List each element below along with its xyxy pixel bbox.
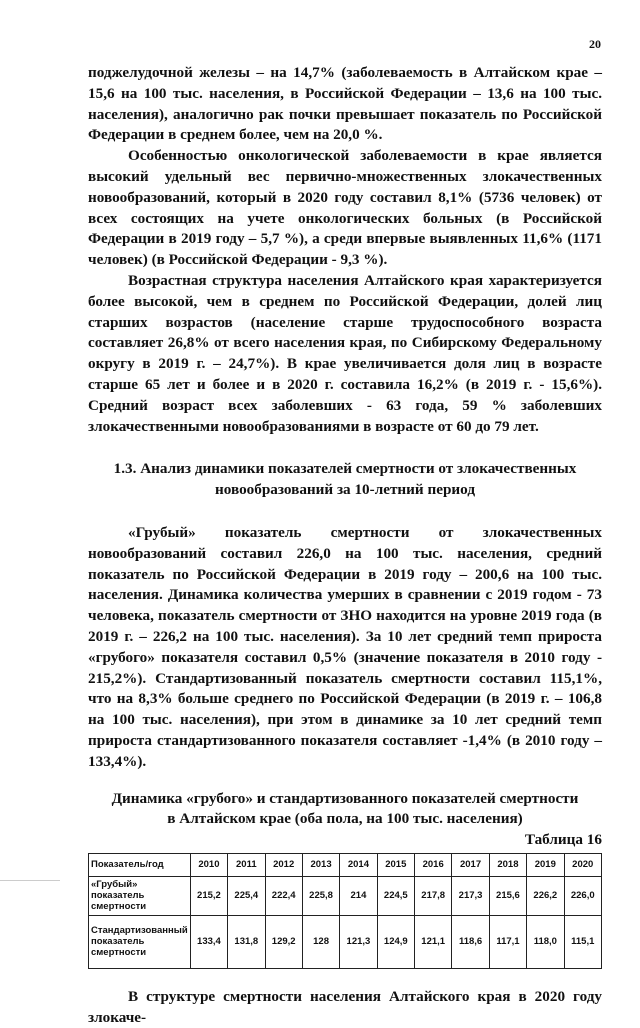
paragraph-multiple-neoplasms: Особенностью онкологической заболеваемости в крае является высокий удельный вес первично-множественных злокачественных новообразований, который в 2020 году составил 8,1% (5736 человек) от всех состоящих на учете онкологических больных (в Российской Федерации в 2019 году – 5,7 %), а среди впервые выявленных 11,6% (1171 человек) (в Российской Федерации - 9,3 %). bbox=[88, 147, 602, 269]
table-cell: 118,6 bbox=[452, 915, 489, 968]
table-row-crude-rate bbox=[89, 876, 602, 915]
table-cell: 129,2 bbox=[265, 915, 302, 968]
paragraph-pancreas-kidney: поджелудочной железы – на 14,7% (заболеваемость в Алтайском крае – 15,6 на 100 тыс. населения, в Российской Федерации – 13,6 на 100 тыс. населения), аналогично рак почки превышает показатель по Российской Федерации в среднем более, чем на 20,0 %. bbox=[88, 64, 602, 144]
table-cell: 215,6 bbox=[489, 876, 526, 915]
table-cell: 115,1 bbox=[564, 915, 602, 968]
table-header-year: 2015 bbox=[377, 853, 414, 876]
section-heading: 1.3. Анализ динамики показателей смертности от злокачественных новообразований за 10-летний период bbox=[113, 460, 577, 499]
table-cell: 217,8 bbox=[415, 876, 452, 915]
table-row-standardized-rate bbox=[89, 915, 602, 968]
table-cell: 117,1 bbox=[489, 915, 526, 968]
table-cell: 224,5 bbox=[377, 876, 414, 915]
table-cell: 217,3 bbox=[452, 876, 489, 915]
table-header-year: 2014 bbox=[340, 853, 377, 876]
table-cell: 214 bbox=[340, 876, 377, 915]
mortality-table bbox=[88, 853, 602, 969]
table-cell: 118,0 bbox=[527, 915, 564, 968]
table-cell: 128 bbox=[302, 915, 339, 968]
document-body bbox=[88, 63, 602, 1028]
table-header-row bbox=[89, 853, 602, 876]
table-cell: 226,2 bbox=[527, 876, 564, 915]
table-cell: 225,8 bbox=[302, 876, 339, 915]
table-cell: 131,8 bbox=[228, 915, 265, 968]
table-header-year: 2020 bbox=[564, 853, 602, 876]
table-cell: 215,2 bbox=[190, 876, 227, 915]
table-cell: 133,4 bbox=[190, 915, 227, 968]
table-header-year: 2017 bbox=[452, 853, 489, 876]
section-spacer bbox=[88, 501, 602, 523]
table-row-label: Стандартизованный показатель смертности bbox=[89, 915, 191, 968]
table-header-year: 2011 bbox=[228, 853, 265, 876]
table-title bbox=[88, 789, 602, 831]
page-number: 20 bbox=[589, 37, 601, 51]
table-header-year: 2010 bbox=[190, 853, 227, 876]
table-cell: 121,3 bbox=[340, 915, 377, 968]
table-title-line2: в Алтайском крае (оба пола, на 100 тыс. населения) bbox=[167, 810, 523, 828]
table-header-year: 2018 bbox=[489, 853, 526, 876]
paragraph-mortality-dynamics: «Грубый» показатель смертности от злокачественных новообразований составил 226,0 на 100 тыс. населения, средний показатель по Российской Федерации в 2019 году – 200,6 на 100 тыс. населения. Динамика количества умерших в сравнении с 2019 годом - 73 человека, показатель смертности от ЗНО находится на уровне 2019 года (в 2019 г. – 226,2 на 100 тыс. населения). За 10 лет средний темп прироста «грубого» показателя составил 0,5% (значение показателя в 2010 году - 215,2%). Стандартизованный показатель смертности составил 115,1%, что на 8,3% больше среднего по Российской Федерации (в 2019 г. – 106,8 на 100 тыс. населения), при этом в динамике за 10 лет средний темп прироста стандартизованного показателя составляет -1,4% (в 2010 году – 133,4%). bbox=[88, 523, 602, 770]
table-header-year: 2013 bbox=[302, 853, 339, 876]
table-cell: 121,1 bbox=[415, 915, 452, 968]
paragraph-mortality-structure: В структуре смертности населения Алтайского края в 2020 году злокаче- bbox=[88, 987, 602, 1026]
footer-divider bbox=[0, 880, 60, 881]
table-label: Таблица 16 bbox=[524, 831, 602, 849]
table-header-year: 2012 bbox=[265, 853, 302, 876]
table-cell: 124,9 bbox=[377, 915, 414, 968]
table-cell: 226,0 bbox=[564, 876, 602, 915]
table-cell: 222,4 bbox=[265, 876, 302, 915]
table-row-label: «Грубый» показатель смертности bbox=[89, 876, 191, 915]
table-cell: 225,4 bbox=[228, 876, 265, 915]
table-header-indicator: Показатель/год bbox=[89, 853, 191, 876]
table-header-year: 2016 bbox=[415, 853, 452, 876]
paragraph-age-structure: Возрастная структура населения Алтайского края характеризуется более высокой, чем в среднем по Российской Федерации, долей лиц старших возрастов (население старше трудоспособного возраста составляет 26,8% от всего населения края, по Сибирскому Федеральному округу в 2019 г. – 24,7%). В крае увеличивается доля лиц в возрасте старше 65 лет и более и в 2020 г. составила 16,2% (в 2019 г. - 15,6%). Средний возраст всех заболевших - 63 года, 59 % заболевших злокачественными новообразованиями в возрасте от 60 до 79 лет. bbox=[88, 271, 602, 435]
table-header-year: 2019 bbox=[527, 853, 564, 876]
table-title-line1: Динамика «грубого» и стандартизованного показателей смертности bbox=[111, 789, 579, 807]
